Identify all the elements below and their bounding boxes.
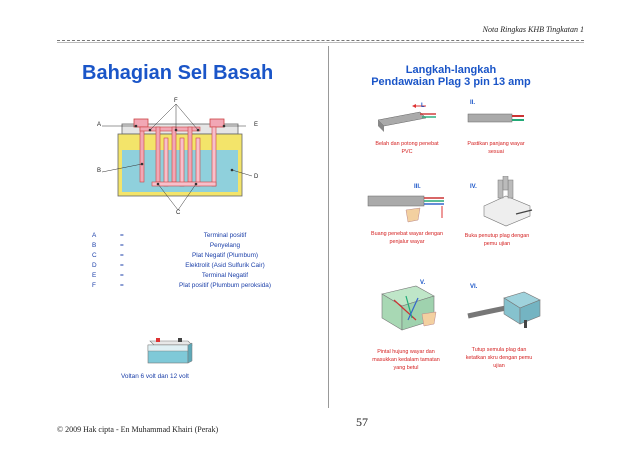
step-4-number: IV. <box>470 184 477 190</box>
legend-row: C = Plat Negatif (Plumbum) <box>92 252 259 259</box>
legend-row: E = Terminal Negatif <box>92 272 249 279</box>
label-b: B <box>97 168 102 174</box>
step-5-caption: Pintal hujung wayar dan masukkan kedalam tamatan yang betul <box>372 349 440 371</box>
running-header: Nota Ringkas KHB Tingkatan 1 <box>482 25 584 34</box>
step-2-caption: Pastikan panjang wayar sesuai <box>467 141 525 155</box>
step-4-caption: Buka penutup plag dengan pemu ujian <box>464 233 530 247</box>
legend-row: A = Terminal positif <box>92 232 247 239</box>
page-number: 57 <box>356 415 368 429</box>
step-3-cable-icon <box>366 190 450 226</box>
battery-icon <box>144 335 194 367</box>
parts-legend <box>92 232 302 292</box>
label-c: C <box>176 210 181 216</box>
step-6-caption: Tutup semula plag dan ketatkan skru dengan pemu ujian <box>465 347 533 369</box>
step-1-label-l: L <box>421 103 425 109</box>
left-title: Bahagian Sel Basah <box>82 62 274 84</box>
header-rule <box>57 40 584 41</box>
step-1-caption: Belah dan potong penebat PVC <box>375 141 439 155</box>
voltage-caption: Voltan 6 volt dan 12 volt <box>121 373 189 380</box>
legend-row: B = Penyelang <box>92 242 241 249</box>
step-5-plug-wiring-icon <box>376 280 442 336</box>
legend-row: F = Plat positif (Plumbum peroksida) <box>92 282 271 289</box>
right-title: Langkah-langkah Pendawaian Plag 3 pin 13 amp <box>371 64 531 88</box>
step-6-number: VI. <box>470 284 478 290</box>
label-e: E <box>254 122 259 128</box>
legend-row: D = Elektrolit (Asid Sulfurik Cair) <box>92 262 265 269</box>
step-4-plug-icon <box>476 176 536 230</box>
step-6-plug-icon <box>466 284 542 334</box>
label-f: F <box>174 98 178 104</box>
step-2-number: II. <box>470 100 476 106</box>
header-rule-2 <box>57 42 584 43</box>
terminal-negative <box>210 119 224 127</box>
step-3-caption: Buang penebat wayar dengan penjalur wayar <box>371 231 443 245</box>
copyright-footer: © 2009 Hak cipta - En Muhammad Khairi (Perak) <box>57 425 219 434</box>
step-5-number: V. <box>420 280 426 286</box>
step-3-number: III. <box>414 184 421 190</box>
page-divider <box>328 46 329 408</box>
label-a: A <box>97 122 102 128</box>
step-2-cable-icon <box>466 108 526 128</box>
label-d: D <box>254 174 259 180</box>
wet-cell-diagram <box>92 94 272 216</box>
step-1-cable-icon <box>374 102 438 136</box>
